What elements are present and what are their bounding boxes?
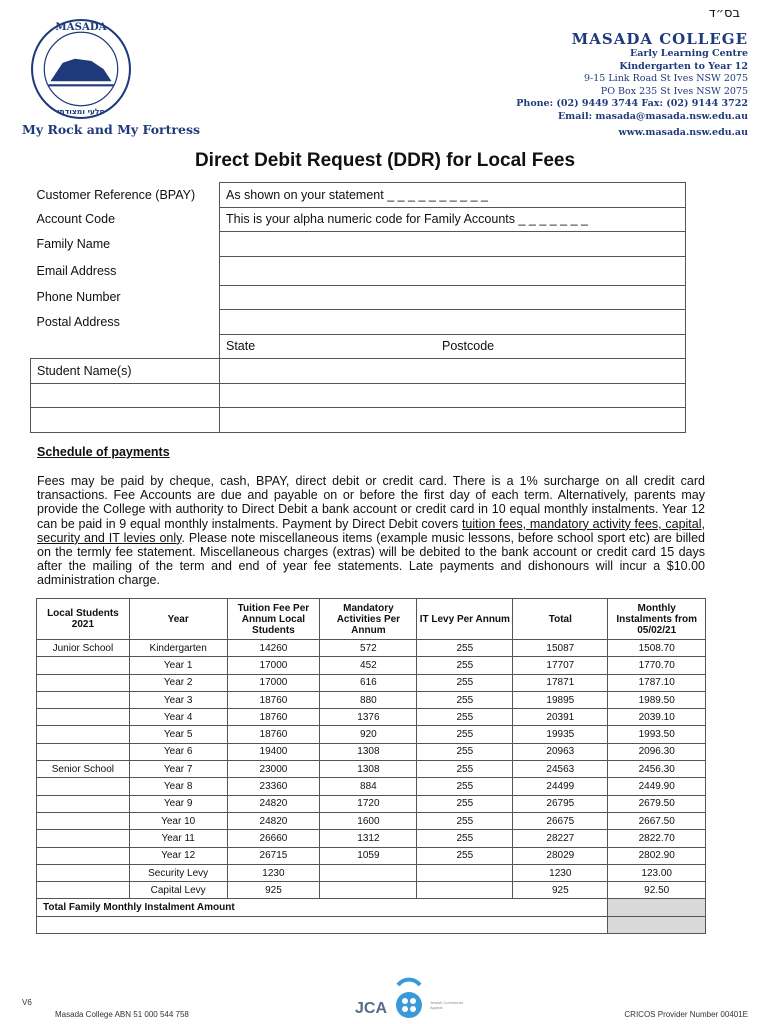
college-website: www.masada.nsw.edu.au: [618, 127, 748, 138]
fees-cell: [37, 830, 130, 847]
state-field[interactable]: [220, 334, 437, 359]
college-address-1: 9-15 Link Road St Ives NSW 2075: [583, 73, 748, 84]
fees-cell: Year 7: [129, 761, 227, 778]
ddr-form: [30, 182, 686, 433]
fees-cell: 26675: [513, 812, 608, 829]
fees-cell: Year 3: [129, 691, 227, 708]
fees-cell: 255: [417, 812, 513, 829]
fees-blank-row: [37, 916, 706, 933]
fees-cell: 19935: [513, 726, 608, 743]
fees-row: [37, 726, 706, 743]
fees-cell: 572: [320, 640, 417, 657]
fees-cell: Year 1: [129, 657, 227, 674]
fees-cell: 17000: [227, 657, 320, 674]
fees-cell: 452: [320, 657, 417, 674]
fees-cell: [37, 778, 130, 795]
fees-cell: 1720: [320, 795, 417, 812]
fees-cell: 255: [417, 657, 513, 674]
email-label: Email Address: [36, 263, 117, 278]
fees-cell: 1989.50: [608, 691, 706, 708]
fees-header-4: IT Levy Per Annum: [417, 599, 513, 640]
fees-row: [37, 795, 706, 812]
postal-label: Postal Address: [36, 314, 120, 329]
fees-cell: 255: [417, 830, 513, 847]
fees-row: [37, 709, 706, 726]
postcode-field[interactable]: [436, 334, 686, 359]
fees-cell: 255: [417, 709, 513, 726]
blank-amount-cell[interactable]: [608, 916, 706, 933]
account-code-field[interactable]: This is your alpha numeric code for Family Accounts _ _ _ _ _ _ _: [220, 207, 686, 232]
student-name-field-2[interactable]: [220, 383, 686, 408]
abn-text: Masada College ABN 51 000 544 758: [55, 1010, 189, 1019]
fees-cell: 1308: [320, 743, 417, 760]
fees-cell: [37, 709, 130, 726]
total-amount-cell[interactable]: [608, 899, 706, 916]
page-title: Direct Debit Request (DDR) for Local Fees: [194, 150, 576, 171]
fees-cell: 255: [417, 761, 513, 778]
fees-header-5: Total: [513, 599, 608, 640]
fees-header-1: Year: [129, 599, 227, 640]
fees-cell: [37, 743, 130, 760]
fees-cell: [417, 882, 513, 899]
jca-logo: [355, 975, 425, 1020]
fees-cell: Senior School: [37, 761, 130, 778]
fees-cell: 255: [417, 674, 513, 691]
family-name-field[interactable]: [220, 232, 686, 257]
fees-cell: [37, 657, 130, 674]
fees-cell: 255: [417, 691, 513, 708]
fees-cell: Year 8: [129, 778, 227, 795]
fees-cell: 2667.50: [608, 812, 706, 829]
fees-cell: 925: [513, 882, 608, 899]
fees-cell: 2679.50: [608, 795, 706, 812]
fees-cell: 1600: [320, 812, 417, 829]
state-label: State: [226, 339, 256, 354]
fees-cell: 28029: [513, 847, 608, 864]
fees-cell: 2802.90: [608, 847, 706, 864]
postcode-label: Postcode: [442, 339, 495, 354]
fees-row: [37, 847, 706, 864]
fees-cell: 24820: [227, 795, 320, 812]
college-subtitle-1: Early Learning Centre: [629, 48, 748, 59]
fees-cell: 28227: [513, 830, 608, 847]
fees-cell: 1059: [320, 847, 417, 864]
fees-cell: 2096.30: [608, 743, 706, 760]
fees-row: [37, 761, 706, 778]
email-field[interactable]: [220, 256, 686, 285]
fees-cell: 880: [320, 691, 417, 708]
fees-cell: 17871: [513, 674, 608, 691]
fees-row: [37, 674, 706, 691]
fees-cell: 24820: [227, 812, 320, 829]
fees-cell: Junior School: [37, 640, 130, 657]
fees-table: [36, 598, 706, 934]
fees-cell: 255: [417, 778, 513, 795]
postal-field[interactable]: [220, 310, 686, 335]
fees-cell: 1230: [227, 864, 320, 881]
fees-cell: Kindergarten: [129, 640, 227, 657]
fees-cell: 255: [417, 743, 513, 760]
fees-cell: [417, 864, 513, 881]
family-name-label: Family Name: [36, 236, 111, 251]
schedule-paragraph: Fees may be paid by cheque, cash, BPAY, direct debit or credit card. There is a 1% surcharge on all credit card transactions. Fee Accounts are due and payable on or before the first day of each term. Alternatively, parents may provide the College with authority to Direct Debit a bank account or credit card in 10 equal monthly instalments. Year 12 can be paid in 9 equal monthly instalments. Payment by Direct Debit covers tuition fees, mandatory activity fees, capital, security and IT levies only. Please note miscellaneous items (example music lessons, before school sport etc) are billed on the termly fee statement. Miscellaneous charges (extras) will be debited to the bank account or credit card 15 days after the mailing of the term and end of year fee statements. Late payments and dishonours will incur a $10.00 administration charge.: [37, 474, 705, 588]
fees-cell: Year 10: [129, 812, 227, 829]
fees-cell: [37, 847, 130, 864]
fees-cell: 884: [320, 778, 417, 795]
fees-cell: [37, 882, 130, 899]
fees-header-2: Tuition Fee Per Annum Local Students: [227, 599, 320, 640]
fees-cell: 26715: [227, 847, 320, 864]
customer-ref-label: Customer Reference (BPAY): [36, 187, 196, 202]
fees-cell: 2039.10: [608, 709, 706, 726]
fees-cell: 18760: [227, 691, 320, 708]
fees-cell: 20391: [513, 709, 608, 726]
fees-cell: 616: [320, 674, 417, 691]
fees-cell: 17707: [513, 657, 608, 674]
fees-cell: Year 12: [129, 847, 227, 864]
student-name-field-1[interactable]: [220, 359, 686, 384]
fees-cell: 19400: [227, 743, 320, 760]
fees-cell: [37, 864, 130, 881]
fees-cell: 23000: [227, 761, 320, 778]
phone-field[interactable]: [220, 285, 686, 310]
student-name-field-3[interactable]: [220, 408, 686, 433]
college-address-2: PO Box 235 St Ives NSW 2075: [600, 85, 748, 97]
fees-cell: 2449.90: [608, 778, 706, 795]
fees-cell: 2456.30: [608, 761, 706, 778]
fees-cell: [37, 674, 130, 691]
fees-cell: Year 4: [129, 709, 227, 726]
college-phone: Phone: (02) 9449 3744 Fax: (02) 9144 3722: [516, 98, 748, 109]
fees-cell: [320, 882, 417, 899]
jca-subtext: Jewish Communal Appeal: [430, 1000, 463, 1010]
fees-cell: 18760: [227, 726, 320, 743]
fees-cell: 18760: [227, 709, 320, 726]
fees-row: [37, 864, 706, 881]
fees-cell: 123.00: [608, 864, 706, 881]
fees-header-6: Monthly Instalments from 05/02/21: [608, 599, 706, 640]
college-email: Email: masada@masada.nsw.edu.au: [557, 110, 748, 122]
fees-cell: 255: [417, 640, 513, 657]
fees-cell: 17000: [227, 674, 320, 691]
fees-cell: 14260: [227, 640, 320, 657]
fees-cell: Year 9: [129, 795, 227, 812]
fees-row: [37, 743, 706, 760]
fees-cell: [320, 864, 417, 881]
fees-row: [37, 812, 706, 829]
fees-cell: 26795: [513, 795, 608, 812]
logo-hebrew: סלעי ומצודתי: [57, 106, 105, 116]
college-subtitle-2: Kindergarten to Year 12: [619, 60, 748, 72]
fees-cell: 20963: [513, 743, 608, 760]
fees-cell: [37, 691, 130, 708]
blank-cell[interactable]: [37, 916, 608, 933]
fees-cell: 1787.10: [608, 674, 706, 691]
logo-text: MASADA: [55, 21, 107, 34]
cricos-text: CRICOS Provider Number 00401E: [624, 1010, 748, 1019]
fees-row: [37, 691, 706, 708]
fees-row: [37, 657, 706, 674]
fees-row: [37, 882, 706, 899]
jca-text: JCA: [355, 1000, 388, 1017]
fees-total-row: [37, 899, 706, 916]
fees-cell: 23360: [227, 778, 320, 795]
bsd-mark: בס״ד: [708, 6, 740, 21]
fees-cell: 15087: [513, 640, 608, 657]
fees-cell: [37, 726, 130, 743]
fees-cell: 24499: [513, 778, 608, 795]
fees-cell: 255: [417, 726, 513, 743]
fees-cell: Year 11: [129, 830, 227, 847]
fees-cell: 19895: [513, 691, 608, 708]
schedule-heading: Schedule of payments: [37, 445, 170, 459]
customer-ref-field[interactable]: As shown on your statement _ _ _ _ _ _ _ _ _ _: [220, 183, 686, 208]
fees-cell: 1312: [320, 830, 417, 847]
fees-row: [37, 778, 706, 795]
fees-row: [37, 830, 706, 847]
fees-cell: 1993.50: [608, 726, 706, 743]
fees-cell: Year 6: [129, 743, 227, 760]
fees-cell: 24563: [513, 761, 608, 778]
fees-cell: 1308: [320, 761, 417, 778]
fees-cell: 1230: [513, 864, 608, 881]
version-label: V6: [22, 998, 32, 1007]
fees-cell: 26660: [227, 830, 320, 847]
fees-cell: 1770.70: [608, 657, 706, 674]
total-label: Total Family Monthly Instalment Amount: [37, 899, 608, 916]
fees-cell: 2822.70: [608, 830, 706, 847]
masada-logo: [30, 18, 132, 120]
fees-cell: Security Levy: [129, 864, 227, 881]
fees-cell: 1508.70: [608, 640, 706, 657]
fees-cell: Year 5: [129, 726, 227, 743]
fees-cell: 920: [320, 726, 417, 743]
phone-label: Phone Number: [36, 290, 121, 305]
fees-cell: 92.50: [608, 882, 706, 899]
fees-cell: Capital Levy: [129, 882, 227, 899]
fees-cell: Year 2: [129, 674, 227, 691]
fees-cell: [37, 812, 130, 829]
fees-cell: 255: [417, 847, 513, 864]
college-name: MASADA COLLEGE: [571, 30, 748, 48]
student-label: Student Name(s): [31, 359, 220, 384]
fees-row: [37, 640, 706, 657]
covered-items: tuition fees, mandatory activity fees, capital, security and IT levies only: [37, 516, 705, 545]
fees-cell: 1376: [320, 709, 417, 726]
fees-cell: 255: [417, 795, 513, 812]
fees-header-0: Local Students 2021: [37, 599, 130, 640]
college-details: [516, 30, 748, 140]
fees-cell: [37, 795, 130, 812]
account-code-label: Account Code: [36, 212, 116, 227]
motto: My Rock and My Fortress: [22, 122, 201, 137]
fees-cell: 925: [227, 882, 320, 899]
fees-header-3: Mandatory Activities Per Annum: [320, 599, 417, 640]
